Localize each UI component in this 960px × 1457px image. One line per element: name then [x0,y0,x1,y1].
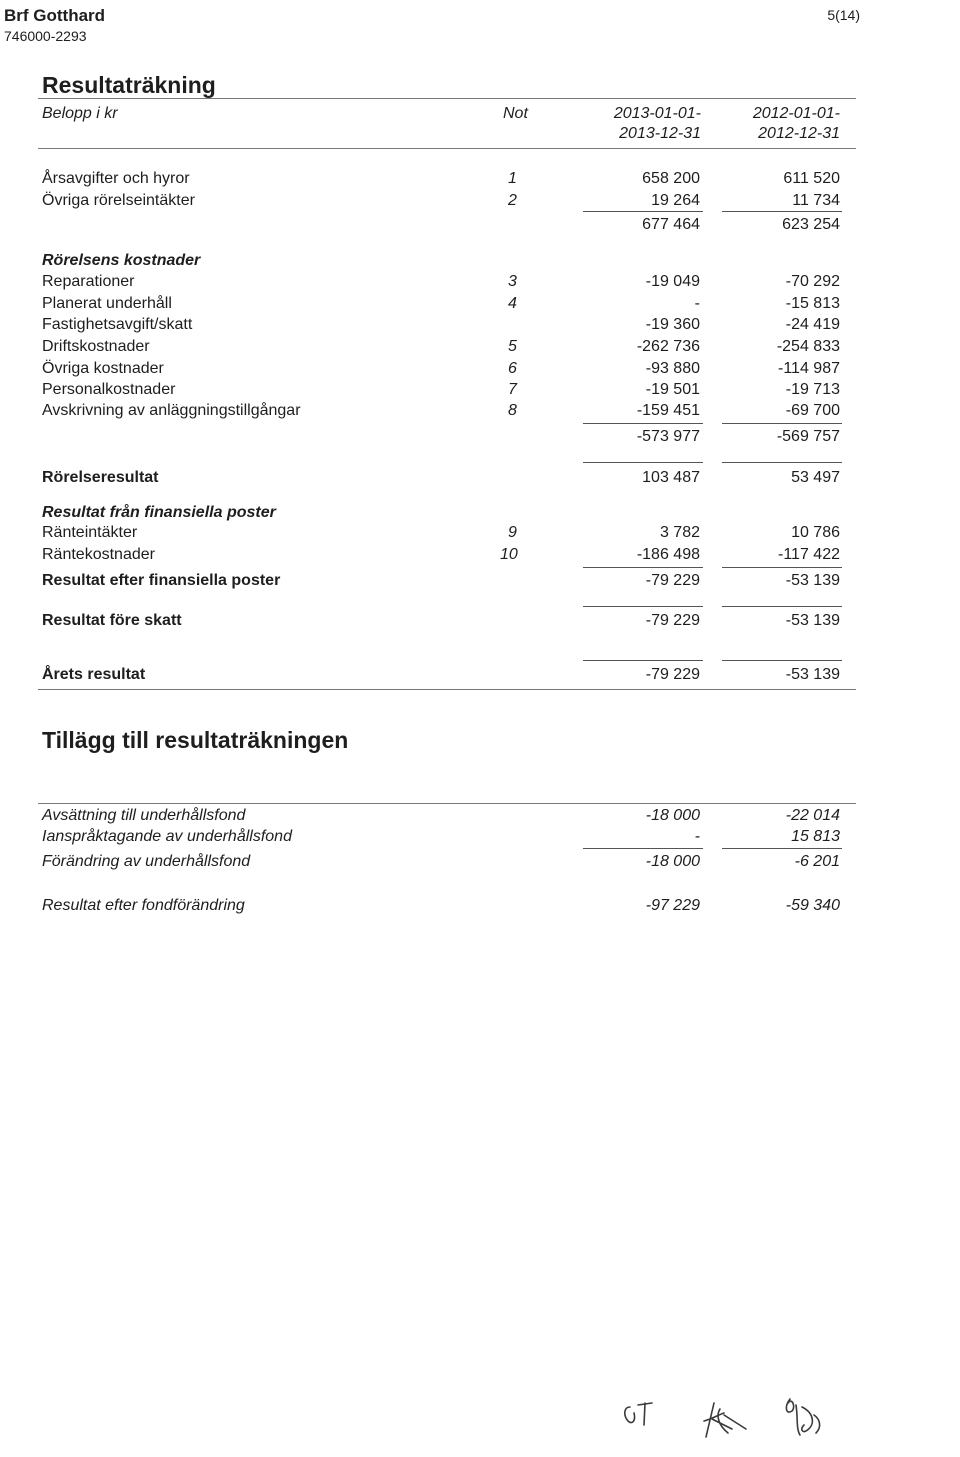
current-value: -19 360 [645,316,700,333]
current-value: -159 451 [636,402,700,419]
table-row [42,338,842,360]
row-note: 4 [508,295,517,312]
prior-period-start-header: 2012-01-01- [752,105,840,122]
row-note: 10 [500,546,518,563]
subtotal-rule [583,848,703,849]
row-label: Planerat underhåll [42,295,172,312]
row-label: Rörelseresultat [42,469,159,486]
current-period-end-header: 2013-12-31 [619,125,701,142]
table-row [42,170,842,192]
income-statement-title: Resultaträkning [42,72,216,98]
row-label: Räntekostnader [42,546,155,563]
row-label: Fastighetsavgift/skatt [42,316,193,333]
subtotal-row [42,853,842,875]
prior-value: 11 734 [792,192,840,209]
prior-period-end-header: 2012-12-31 [758,125,840,142]
current-value: -186 498 [636,546,700,563]
statement-end-rule [38,689,856,690]
prior-value: -59 340 [785,897,840,914]
row-label: Övriga kostnader [42,360,164,377]
handwritten-initials [620,1385,860,1445]
subtotal-row [42,428,842,450]
table-row [42,524,842,546]
current-value: - [694,295,700,312]
total-rule [722,462,842,463]
total-row [42,469,842,491]
row-label: Avskrivning av anläggningstillgångar [42,402,301,419]
section-label: Resultat från finansiella poster [42,504,276,521]
table-row [42,360,842,382]
prior-value: -15 813 [785,295,840,312]
current-value: -79 229 [645,666,700,683]
row-label: Övriga rörelseintäkter [42,192,195,209]
current-value: -79 229 [645,572,700,589]
section-heading [42,252,842,274]
row-label: Årets resultat [42,666,146,683]
prior-value: -22 014 [785,807,840,824]
current-value: -18 000 [645,807,700,824]
prior-value: -70 292 [785,273,840,290]
total-rule [722,606,842,607]
table-row [42,273,842,295]
prior-value: -254 833 [776,338,840,355]
section-label: Rörelsens kostnader [42,252,201,269]
current-value: 103 487 [642,469,700,486]
prior-value: 15 813 [791,828,840,845]
current-value: -262 736 [636,338,700,355]
total-rule [583,462,703,463]
row-label: Reparationer [42,273,135,290]
net-result-row [42,666,842,688]
current-value: 3 782 [659,524,700,541]
total-row [42,897,842,919]
table-row [42,295,842,317]
prior-value: -569 757 [776,428,840,445]
header-rule [38,148,856,149]
subtotal-rule [583,211,703,212]
amount-unit-header: Belopp i kr [42,105,118,122]
supplement-title: Tillägg till resultaträkningen [42,727,349,753]
prior-value: -114 987 [778,360,840,377]
current-value: -97 229 [645,897,700,914]
row-label: Resultat efter fondförändring [42,897,245,914]
section-heading [42,504,842,526]
total-rule [583,606,703,607]
prior-value: 623 254 [782,216,840,233]
total-row [42,572,842,594]
row-note: 8 [508,402,517,419]
total-rule [722,660,842,661]
current-value: 677 464 [642,216,700,233]
page-number: 5(14) [827,7,860,23]
table-row [42,828,842,850]
row-note: 6 [508,360,517,377]
subtotal-row [42,216,842,238]
table-row [42,807,842,829]
table-row [42,402,842,424]
table-row [42,546,842,568]
row-label: Resultat efter finansiella poster [42,572,281,589]
current-value: 658 200 [642,170,700,187]
current-value: -573 977 [636,428,700,445]
subtotal-rule [722,211,842,212]
row-label: Avsättning till underhållsfond [42,807,246,824]
row-note: 2 [508,192,517,209]
current-value: -79 229 [645,612,700,629]
prior-value: -19 713 [785,381,840,398]
row-note: 5 [508,338,517,355]
subtotal-rule [722,567,842,568]
subtotal-rule [583,423,703,424]
prior-value: 53 497 [791,469,840,486]
prior-value: -53 139 [785,572,840,589]
prior-value: -53 139 [785,612,840,629]
note-column-header: Not [503,105,528,122]
subtotal-rule [583,567,703,568]
row-note: 9 [508,524,517,541]
title-rule [38,98,856,99]
row-label: Driftskostnader [42,338,150,355]
table-row [42,316,842,338]
prior-value: -24 419 [785,316,840,333]
row-label: Ianspråktagande av underhållsfond [42,828,292,845]
current-value: 19 264 [651,192,700,209]
current-value: -19 049 [645,273,700,290]
prior-value: 611 520 [783,170,840,187]
row-note: 7 [508,381,517,398]
row-note: 3 [508,273,517,290]
subtotal-rule [722,848,842,849]
row-label: Förändring av underhållsfond [42,853,251,870]
current-value: - [694,828,700,845]
current-value: -19 501 [645,381,700,398]
current-period-start-header: 2013-01-01- [613,105,701,122]
prior-value: -69 700 [785,402,840,419]
subtotal-rule [722,423,842,424]
row-note: 1 [508,170,517,187]
organization-number: 746000-2293 [4,28,87,44]
supplement-rule [38,803,856,804]
row-label: Ränteintäkter [42,524,138,541]
current-value: -18 000 [645,853,700,870]
prior-value: -117 422 [778,546,840,563]
organization-name: Brf Gotthard [4,6,106,25]
row-label: Resultat före skatt [42,612,182,629]
table-row [42,381,842,403]
current-value: -93 880 [645,360,700,377]
prior-value: 10 786 [791,524,840,541]
total-rule [583,660,703,661]
row-label: Årsavgifter och hyror [42,170,190,187]
row-label: Personalkostnader [42,381,176,398]
prior-value: -53 139 [785,666,840,683]
total-row [42,612,842,634]
prior-value: -6 201 [794,853,840,870]
